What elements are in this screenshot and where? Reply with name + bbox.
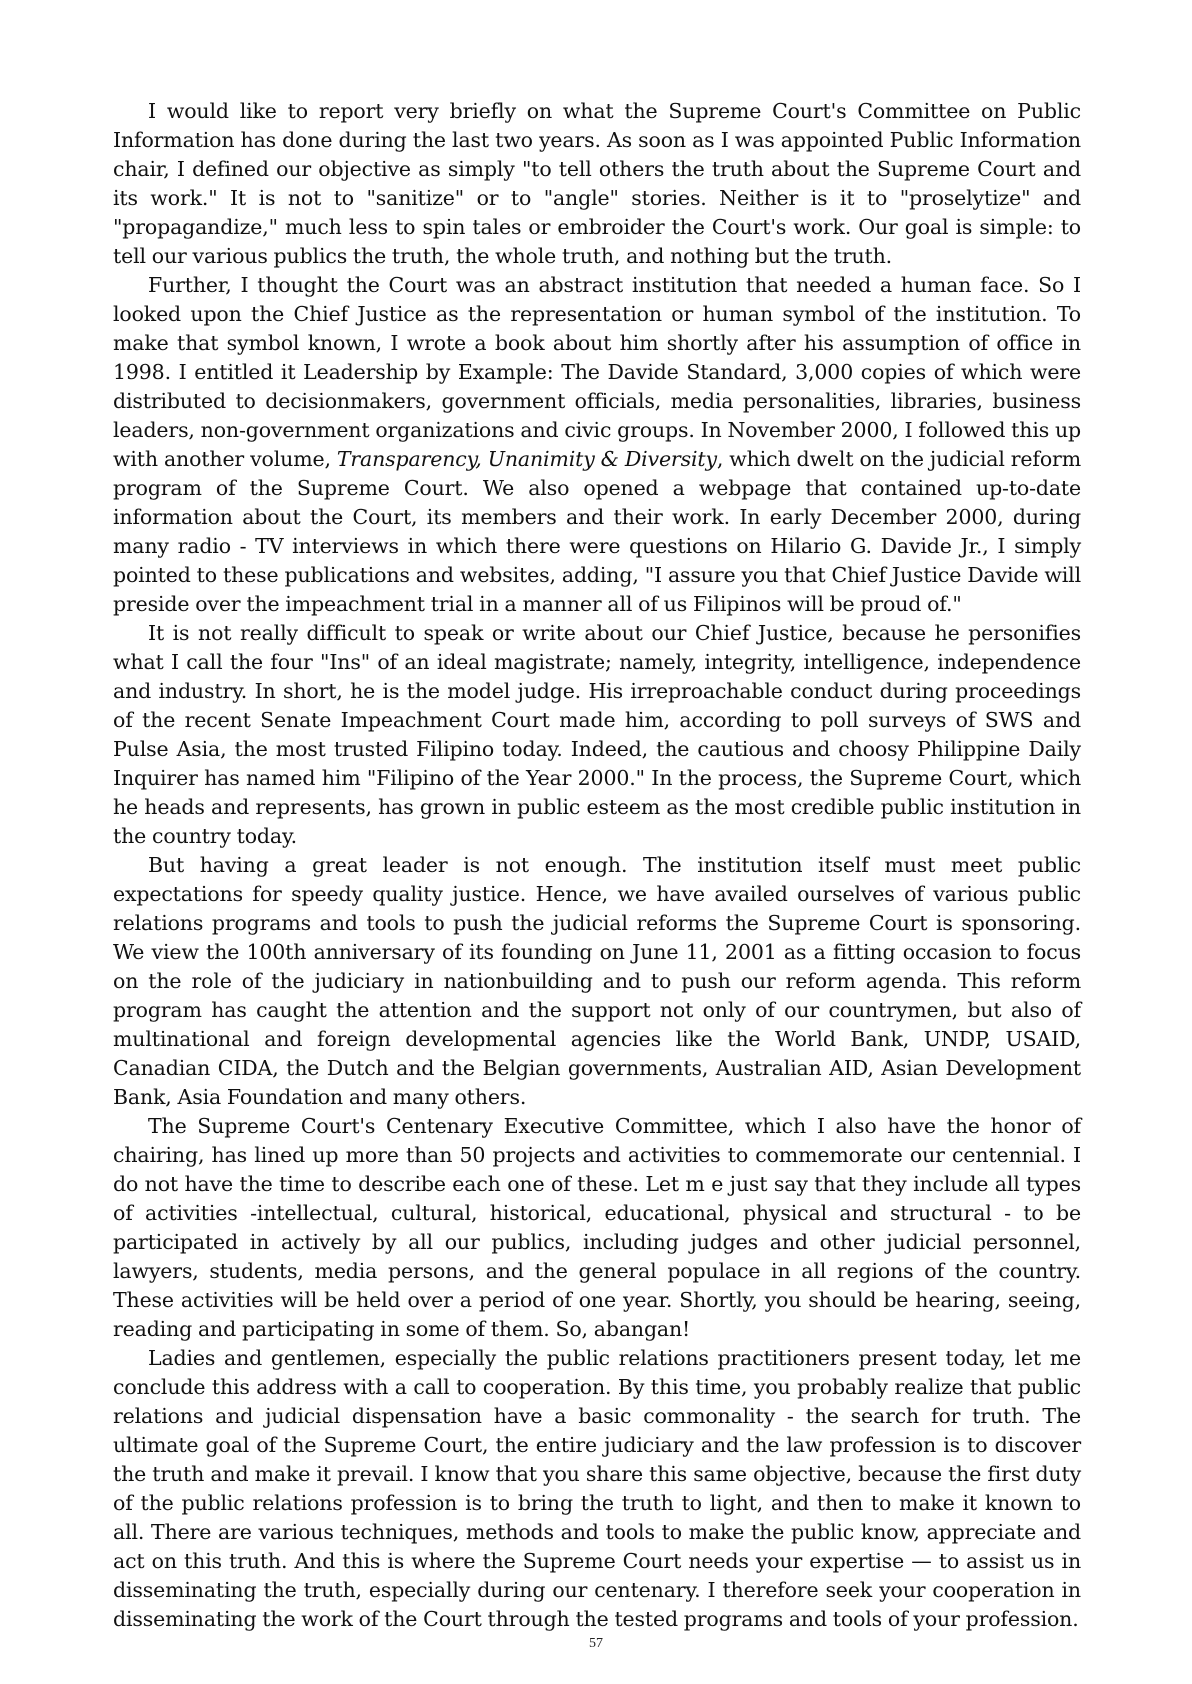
paragraph-call-to-cooperation: Ladies and gentlemen, especially the public relations practitioners present today, let me conclude this address with a call to cooperation. By this time, you probably realize that public relations and judicial dispensation have a basic commonality - the search for truth. The ultimate goal of the Supreme Court, the entire judiciary and the law profession is to discover the truth and make it prevail. I know that you share this same objective, because the first duty of the public relations profession is to bring the truth to light, and then to make it known to all. There are various techniques, methods and tools to make the public know, appreciate and act on this truth. And this is where the Supreme Court needs your expertise — to assist us in disseminating the truth, especially during our centenary. I therefore seek your cooperation in disseminating the work of the Court through the tested programs and tools of your profession. — [113, 1346, 1081, 1631]
paragraph-chief-justice-symbol — [113, 271, 1081, 619]
paragraph-centenary-committee: The Supreme Court's Centenary Executive Committee, which I also have the honor of chairing, has lined up more than 50 projects and activities to commemorate our centennial. I do not have the time to describe each one of these. Let m e just say that they include all types of activities -intellectual, cultural, historical, educational, physical and structural - to be participated in actively by all our publics, including judges and other judicial personnel, lawyers, students, media persons, and the general populace in all regions of the country. These activities will be held over a period of one year. Shortly, you should be hearing, seeing, reading and participating in some of them. So, abangan! — [113, 1114, 1081, 1341]
book-title-italic: Transparency, Unanimity & Diversity — [336, 447, 717, 471]
paragraph-four-ins: It is not really difficult to speak or write about our Chief Justice, because he personifies what I call the four "Ins" of an ideal magistrate; namely, integrity, intelligence, independence and industry. In short, he is the model judge. His irreproachable conduct during proceedings of the recent Senate Impeachment Court made him, according to poll surveys of SWS and Pulse Asia, the most trusted Filipino today. Indeed, the cautious and choosy Philippine Daily Inquirer has named him "Filipino of the Year 2000." In the process, the Supreme Court, which he heads and represents, has grown in public esteem as the most credible public institution in the country today. — [113, 621, 1081, 848]
paragraph-reform-program: But having a great leader is not enough. The institution itself must meet public expectations for speedy quality justice. Hence, we have availed ourselves of various public relations programs and tools to push the judicial reforms the Supreme Court is sponsoring. We view the 100th anniversary of its founding on June 11, 2001 as a fitting occasion to focus on the role of the judiciary in nationbuilding and to push our reform agenda. This reform program has caught the attention and the support not only of our countrymen, but also of multinational and foreign developmental agencies like the World Bank, UNDP, USAID, Canadian CIDA, the Dutch and the Belgian governments, Australian AID, Asian Development Bank, Asia Foundation and many others. — [113, 853, 1081, 1109]
page-number: 57 — [589, 1636, 603, 1651]
paragraph-text-before-title: Further, I thought the Court was an abstract institution that needed a human face. So I looked upon the Chief Justice as the representation or human symbol of the institution. To make that symbol known, I wrote a book about him shortly after his assumption of office in 1998. I entitled it Leadership by Example: The Davide Standard, 3,000 copies of which were distributed to decisionmakers, government officials, media personalities, libraries, business leaders, non-government organizations and civic groups. In November 2000, I followed this up with another volume, — [113, 273, 1081, 471]
paragraph-text-after-title: , which dwelt on the judicial reform program of the Supreme Court. We also opened a webpage that contained up-to-date information about the Court, its members and their work. In early December 2000, during many radio - TV interviews in which there were questions on Hilario G. Davide Jr., I simply pointed to these publications and websites, adding, "I assure you that Chief Justice Davide will preside over the impeachment trial in a manner all of us Filipinos will be proud of." — [113, 447, 1081, 616]
paragraph-committee-report: I would like to report very briefly on what the Supreme Court's Committee on Public Information has done during the last two years. As soon as I was appointed Public Information chair, I defined our objective as simply "to tell others the truth about the Supreme Court and its work." It is not to "sanitize" or to "angle" stories. Neither is it to "proselytize" and "propagandize," much less to spin tales or embroider the Court's work. Our goal is simple: to tell our various publics the truth, the whole truth, and nothing but the truth. — [113, 99, 1081, 268]
document-page — [113, 97, 1081, 1634]
